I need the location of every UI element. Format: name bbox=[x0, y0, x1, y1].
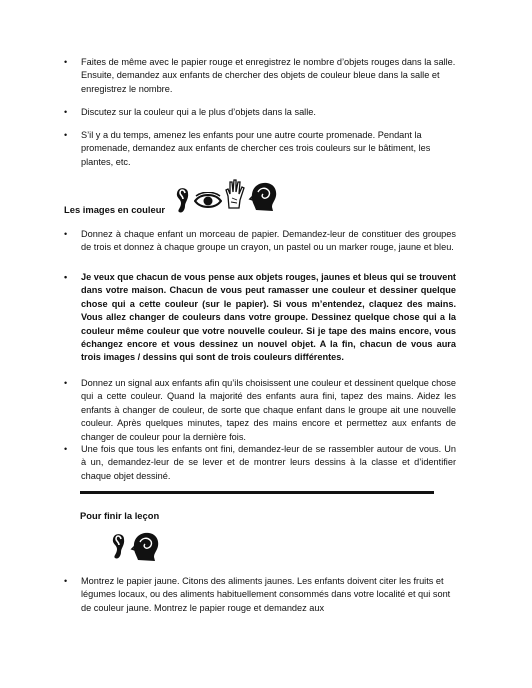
list-item-text: Discutez sur la couleur qui a le plus d’objets dans la salle. bbox=[81, 107, 316, 117]
section-heading: Les images en couleur bbox=[64, 204, 166, 215]
bullet-marker: • bbox=[64, 272, 68, 282]
eye-icon bbox=[194, 192, 222, 210]
hand-icon bbox=[224, 178, 246, 210]
horizontal-divider bbox=[80, 491, 434, 494]
bullet-marker: • bbox=[64, 229, 68, 239]
list-item-text: Montrez le papier jaune. Citons des aliments jaunes. Les enfants doivent citer les fruits et légumes locaux, ou des aliments habituellement consommés dans votre localité et qui sont de couleur jaune. Montrez le papier rouge et demandez aux bbox=[81, 576, 451, 613]
ear-icon bbox=[174, 184, 192, 214]
list-item bbox=[64, 129, 456, 169]
list-item-text: S’il y a du temps, amenez les enfants pour une autre courte promenade. Pendant la promenade, demandez aux enfants de chercher ces trois couleurs sur le bâtiment, les plantes, etc. bbox=[81, 130, 431, 167]
list-item-text: Donnez un signal aux enfants afin qu’ils choisissent une couleur et dessinent quelque chose qui a cette couleur. Quand la majorité des enfants aura fini, tapez des mains. Aidez les enfants à changer de couleur, de sorte que chaque enfant dans le groupe ait une nouvelle couleur. Après quelques minutes, tapez des mains encore et permettez aux enfants de changer de couleur pour la dernière fois. bbox=[81, 378, 456, 442]
list-item bbox=[64, 575, 456, 615]
head-profile-icon bbox=[130, 530, 160, 562]
list-item-text: Je veux que chacun de vous pense aux objets rouges, jaunes et bleus qui se trouvent dans votre maison. Chacun de vous peut ramasser une couleur et dessiner quelque chose qui a cette couleur (sur le papier). Si vous m’entendez, claquez des mains. Vous allez changer de couleurs dans votre groupe. Dessinez quelque chose qui a la couleur même couleur que votre nouvelle couleur. Si je tape des mains encore, vous échangez encore et vous dessinez un nouvel objet. A la fin, chacun de vous aura trois images / dessins qui sont de trois couleurs différentes. bbox=[81, 272, 456, 363]
head-profile-icon bbox=[248, 180, 278, 212]
bullet-marker: • bbox=[64, 130, 68, 140]
section-heading: Pour finir la leçon bbox=[80, 510, 160, 521]
bullet-marker: • bbox=[64, 444, 68, 454]
list-item-text: Une fois que tous les enfants ont fini, demandez-leur de se rassembler autour de vous. Un à un, demandez-leur de se lever et de montrer leurs dessins à la classe et d’identifier chaque objet dessiné. bbox=[81, 444, 456, 481]
list-item bbox=[64, 443, 456, 483]
bullet-marker: • bbox=[64, 576, 68, 586]
list-item bbox=[64, 271, 456, 365]
list-item-text: Donnez à chaque enfant un morceau de papier. Demandez-leur de constituer des groupes de trois et donnez à chaque groupe un crayon, un pastel ou un marker rouge, jaune et bleu. bbox=[81, 229, 456, 253]
bullet-marker: • bbox=[64, 107, 68, 117]
list-item bbox=[64, 228, 456, 255]
list-item-text: Faites de même avec le papier rouge et enregistrez le nombre d’objets rouges dans la salle. Ensuite, demandez aux enfants de chercher des objets de couleur bleue dans la salle et enregistrez le nombre. bbox=[81, 57, 456, 94]
bullet-marker: • bbox=[64, 378, 68, 388]
list-item bbox=[64, 377, 456, 444]
bullet-marker: • bbox=[64, 57, 68, 67]
list-item bbox=[64, 106, 456, 119]
ear-icon bbox=[110, 530, 128, 560]
list-item bbox=[64, 56, 456, 96]
